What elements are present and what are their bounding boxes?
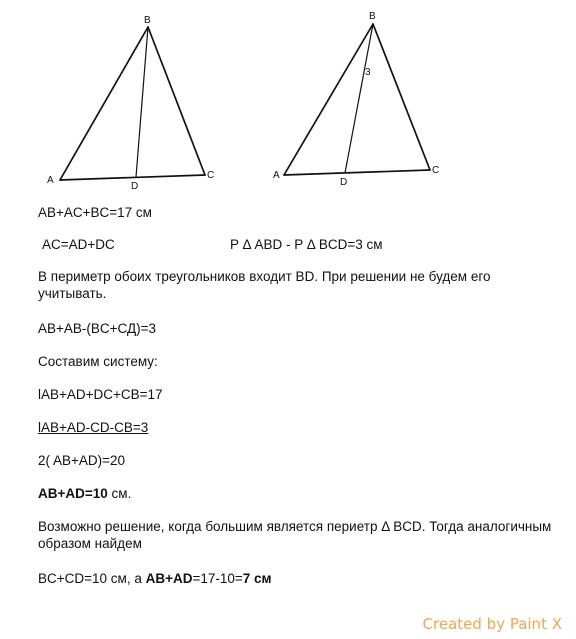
right-label-c: C	[432, 165, 440, 176]
left-label-b: B	[144, 15, 151, 26]
result-alt-bold: AB+AD	[145, 571, 193, 586]
system-equation-1: lAB+AD+DC+CB=17	[38, 387, 163, 402]
right-side-ab	[284, 24, 373, 175]
system-equation-2: lAB+AD-CD-CB=3	[38, 420, 149, 435]
left-label-d: D	[131, 181, 139, 192]
equation-perimeter-difference: P Δ ABD - P Δ BCD=3 см	[230, 237, 383, 252]
system-heading: Составим систему:	[38, 354, 158, 369]
right-side-ac	[284, 170, 430, 175]
triangles-figure	[0, 0, 576, 200]
right-label-b: B	[369, 11, 376, 22]
result-alt-mid: =17-10=	[192, 571, 243, 586]
equation-perimeter: AB+AC+BC=17 см	[38, 205, 152, 220]
left-side-bc	[148, 27, 205, 175]
equation-sum: 2( AB+AD)=20	[38, 453, 126, 468]
right-label-a: A	[273, 170, 280, 181]
equation-difference: AB+AB-(BC+СД)=3	[38, 321, 157, 336]
note-bd: В периметр обоих треугольников входит BD. При решении не будем его учитывать.	[38, 269, 491, 301]
result-ab-ad	[38, 485, 131, 502]
right-marking-3: 3	[365, 67, 371, 78]
result-alt-start: BC+CD=10 см, а	[38, 571, 146, 586]
left-triangle	[47, 15, 214, 192]
left-label-c: C	[207, 170, 215, 181]
left-side-ac	[60, 175, 205, 180]
result-ab-ad-unit: см.	[107, 486, 132, 501]
left-side-ab	[60, 27, 148, 180]
right-side-bc	[373, 24, 430, 170]
result-alternative	[38, 570, 272, 587]
watermark: Created by Paint X	[422, 615, 562, 633]
left-label-a: A	[47, 175, 54, 186]
result-ab-ad-value: AB+AD=10	[38, 486, 108, 501]
result-alt-value: 7 см	[242, 571, 272, 586]
note-alternative: Возможно решение, когда большим является периетр Δ BCD. Тогда аналогичным образом найдем	[38, 519, 552, 551]
left-segment-bd	[136, 27, 148, 177]
right-label-d: D	[340, 177, 348, 188]
right-triangle	[273, 11, 439, 188]
equation-ac: AC=AD+DC	[42, 237, 115, 252]
